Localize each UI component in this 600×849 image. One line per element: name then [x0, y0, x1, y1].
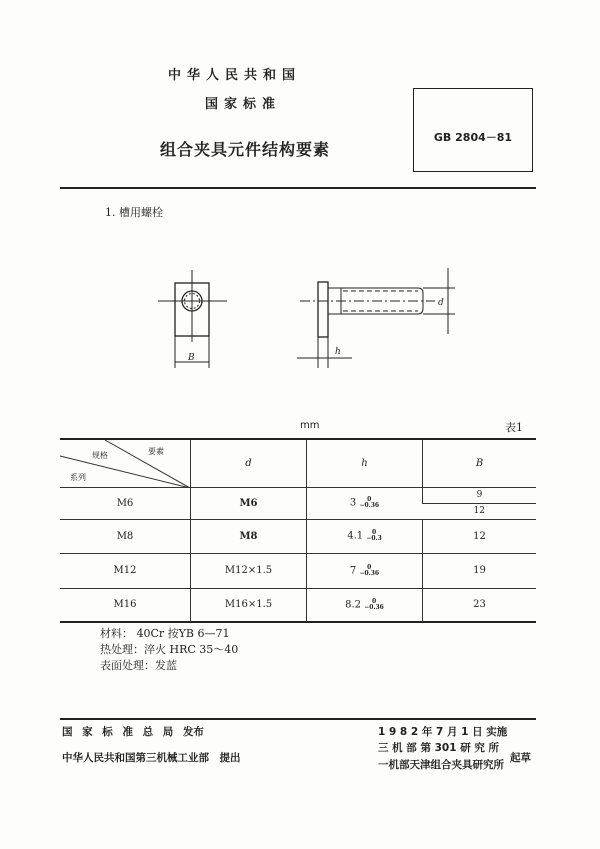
- B-cell: 9: [423, 487, 537, 503]
- drafter-2: 一机部天津组合夹具研究所: [378, 759, 504, 771]
- country-heading: 中华人民共和国: [168, 68, 302, 83]
- h-cell: 3 0 −0.36: [307, 487, 423, 519]
- issuer: 国 家 标 准 总 局 发布: [62, 726, 204, 738]
- header-rule: [60, 187, 536, 189]
- material-notes: [100, 626, 238, 674]
- section-heading: 1. 槽用螺栓: [105, 206, 163, 219]
- corner-label-series: 系列: [70, 473, 86, 482]
- footer-rule: [60, 718, 536, 720]
- bolt-drawing: [150, 260, 470, 380]
- column-header-d: d: [191, 439, 307, 487]
- column-header-h: h: [307, 439, 423, 487]
- series-cell: M6: [60, 487, 191, 519]
- table-caption: 表1: [505, 421, 523, 434]
- standard-code: GB 2804－81: [433, 131, 513, 144]
- table-unit: mm: [300, 420, 320, 431]
- draft-label: 起草: [510, 752, 531, 764]
- dimension-table: [60, 438, 536, 623]
- table-row: [60, 553, 536, 588]
- B-cell: 19: [423, 553, 537, 588]
- note-heat-treatment: 热处理：淬火 HRC 35～40: [100, 643, 239, 656]
- series-cell: M12: [60, 553, 191, 588]
- dimension-B: B: [188, 353, 195, 363]
- d-cell: M12×1.5: [191, 553, 307, 588]
- d-cell: M6: [191, 487, 307, 519]
- drafter-1: 三 机 部 第 301 研 究 所: [378, 742, 500, 754]
- page-title: 组合夹具元件结构要素: [160, 140, 331, 159]
- corner-label-elements: 要素: [148, 447, 164, 456]
- dimension-h: h: [335, 347, 341, 357]
- effective-date: 1 9 8 2 年 7 月 1 日 实施: [378, 726, 508, 738]
- table-row: [60, 519, 536, 553]
- table-row: [60, 487, 536, 503]
- series-cell: M8: [60, 519, 191, 553]
- corner-header-cell: [60, 439, 191, 487]
- table-header-row: [60, 439, 536, 487]
- column-header-B: B: [423, 439, 537, 487]
- corner-label-spec: 规格: [92, 451, 108, 460]
- note-material: 材料： 40Cr 按YB 6—71: [100, 627, 230, 640]
- h-cell: 8.2 0 −0.36: [307, 588, 423, 622]
- B-cell: 23: [423, 588, 537, 622]
- h-cell: 7 0 −0.36: [307, 553, 423, 588]
- h-cell: 4.1 0 −0.3: [307, 519, 423, 553]
- dimension-d: d: [438, 298, 444, 308]
- table-row: [60, 588, 536, 622]
- B-cell: 12: [423, 503, 537, 519]
- standard-type-heading: 国家标准: [205, 97, 282, 112]
- proposer: 中华人民共和国第三机械工业部 提出: [62, 752, 241, 764]
- d-cell: M16×1.5: [191, 588, 307, 622]
- B-cell: 12: [423, 519, 537, 553]
- note-surface-treatment: 表面处理：发蓝: [100, 659, 177, 672]
- standard-code-box: [413, 88, 533, 172]
- d-cell: M8: [191, 519, 307, 553]
- series-cell: M16: [60, 588, 191, 622]
